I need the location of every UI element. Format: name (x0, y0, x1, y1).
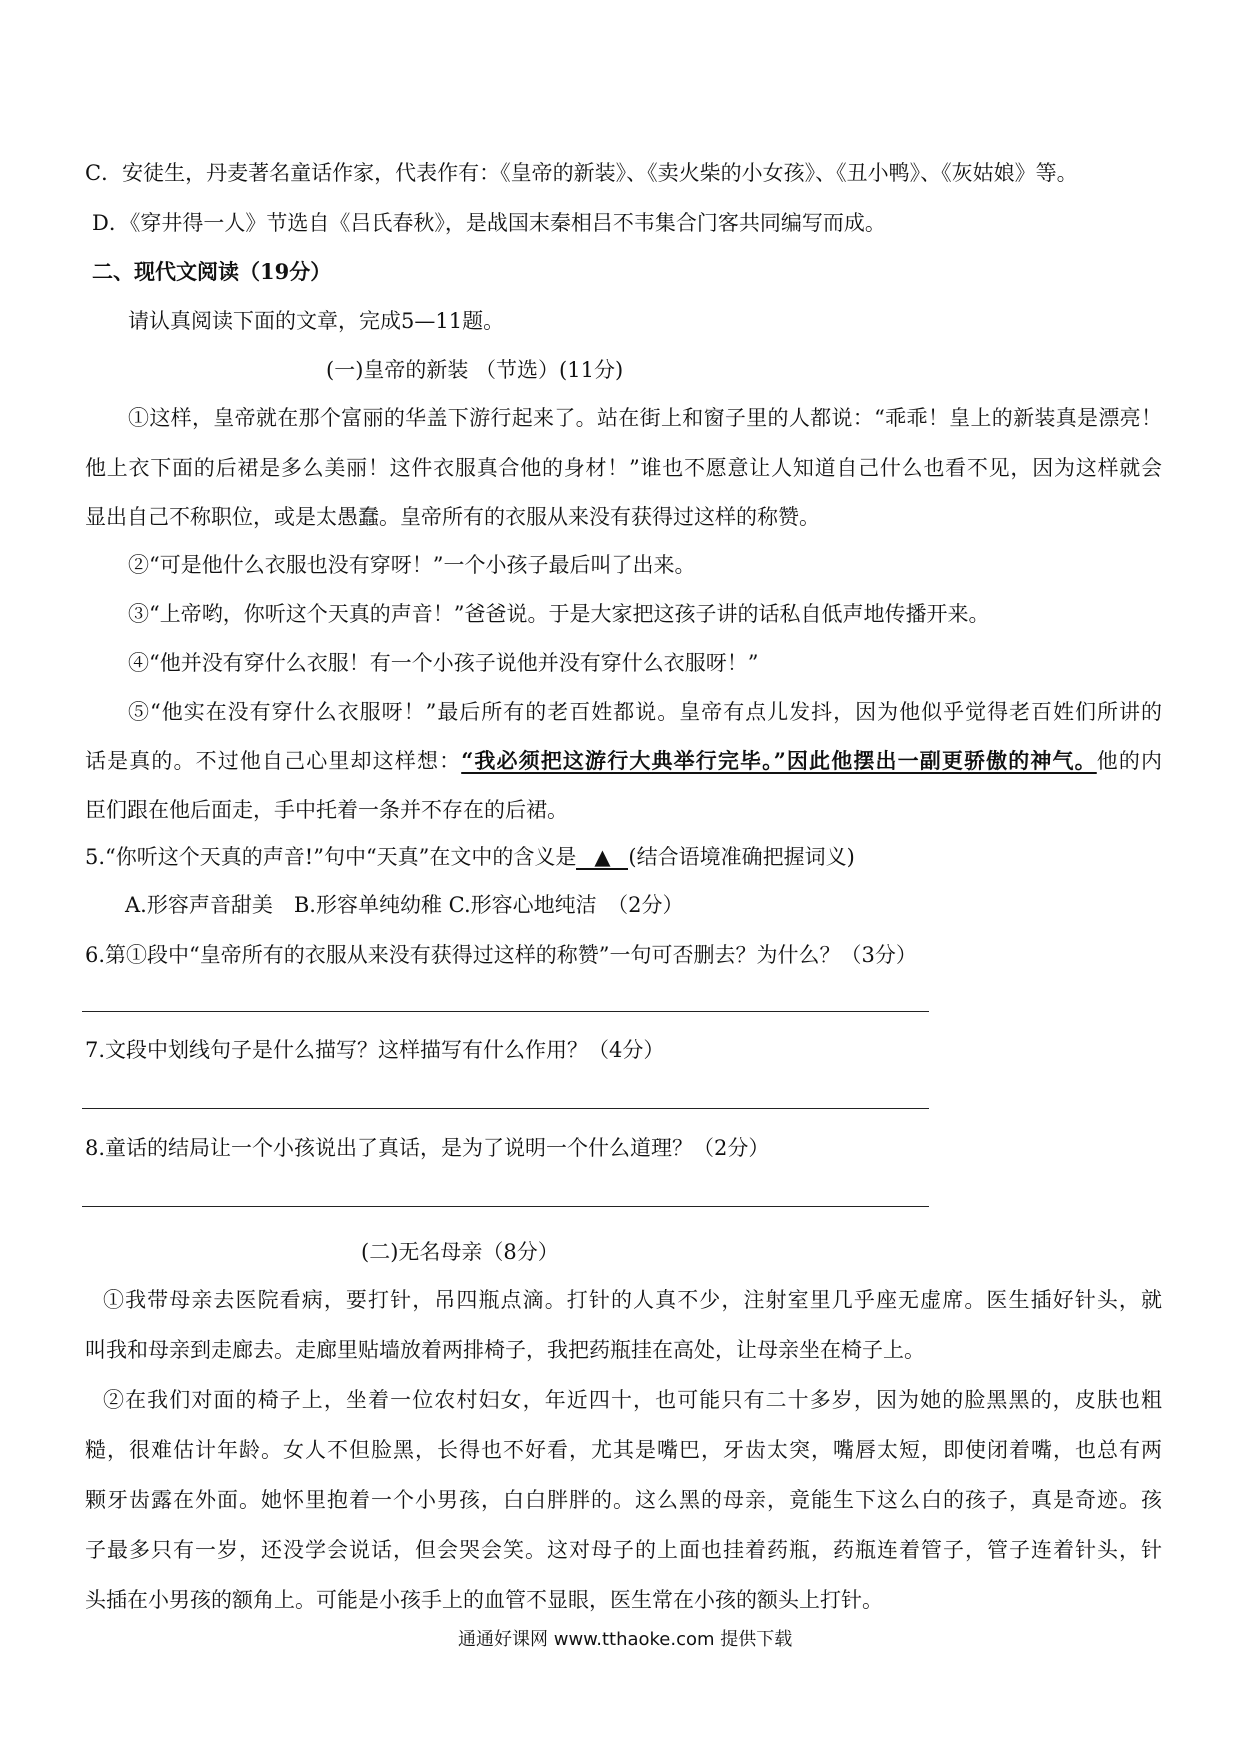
m-line6: 子最多只有一岁，还没学会说话，但会哭会笑。这对母子的上面也挂着药瓶，药瓶连着管子，管子连着针头，针 (85, 1538, 1162, 1562)
m-line4: 糙，很难估计年龄。女人不但脸黑，长得也不好看，尤其是嘴巴，牙齿太突，嘴唇太短，即使闭着嘴，也总有两 (85, 1438, 1162, 1462)
answer-line-q7[interactable] (82, 1108, 929, 1109)
p5-line1: ⑤“他实在没有穿什么衣服呀！”最后所有的老百姓都说。皇帝有点儿发抖，因为他似乎觉得老百姓们所讲的 (128, 700, 1162, 724)
p1-line2: 他上衣下面的后裙是多么美丽！这件衣服真合他的身材！”谁也不愿意让人知道自己什么也看不见，因为这样就会 (85, 456, 1162, 480)
passage1-title: (一)皇帝的新装 （节选）(11分) (326, 358, 624, 382)
p4: ④“他并没有穿什么衣服！有一个小孩子说他并没有穿什么衣服呀！” (128, 651, 759, 675)
question-7: 7.文段中划线句子是什么描写？这样描写有什么作用？（4分） (85, 1038, 665, 1062)
p5-text: 话是真的。不过他自己心里却这样想： (85, 749, 462, 773)
m-line2: 叫我和母亲到走廊去。走廊里贴墙放着两排椅子，我把药瓶挂在高处，让母亲坐在椅子上。 (85, 1338, 925, 1362)
p3: ③“上帝哟，你听这个天真的声音！”爸爸说。于是大家把这孩子讲的话私自低声地传播开来。 (128, 602, 990, 626)
option-d: D．《穿井得一人》节选自《吕氏春秋》，是战国末秦相吕不韦集合门客共同编写而成。 (92, 211, 886, 235)
question-6: 6.第①段中“皇帝所有的衣服从来没有获得过这样的称赞”一句可否删去？为什么？（3分） (85, 943, 917, 967)
passage2-title: (二)无名母亲（8分） (361, 1240, 559, 1264)
underlined-sentence: “我必须把这游行大典举行完毕。”因此他摆出一副更骄傲的神气。 (461, 748, 1097, 773)
q5-text: 5.“你听这个天真的声音!”句中“天真”在文中的含义是 (85, 845, 577, 869)
option-c: C．安徒生，丹麦著名童话作家，代表作有：《皇帝的新装》、《卖火柴的小女孩》、《丑小鸭》、《灰姑娘》等。 (85, 161, 1078, 185)
m-line1: ①我带母亲去医院看病，要打针，吊四瓶点滴。打针的人真不少，注射室里几乎座无虚席。医生插好针头，就 (103, 1288, 1162, 1312)
answer-blank-triangle[interactable]: ▲ (576, 846, 628, 870)
answer-line-q8[interactable] (82, 1206, 929, 1207)
m-line5: 颗牙齿露在外面。她怀里抱着一个小男孩，白白胖胖的。这么黑的母亲，竟能生下这么白的孩子，真是奇迹。孩 (85, 1488, 1162, 1512)
footer-watermark: 通通好课网 www.tthaoke.com 提供下载 (458, 1629, 793, 1650)
p5-line2 (85, 748, 1162, 774)
m-line7: 头插在小男孩的额角上。可能是小孩手上的血管不显眼，医生常在小孩的额头上打针。 (85, 1588, 883, 1612)
answer-line-q6[interactable] (82, 1011, 929, 1012)
p2: ②“可是他什么衣服也没有穿呀！”一个小孩子最后叫了出来。 (128, 553, 696, 577)
section-header: 二、现代文阅读（19分） (92, 259, 332, 284)
instruction: 请认真阅读下面的文章，完成5—11题。 (128, 309, 505, 333)
q5-options: A.形容声音甜美 B.形容单纯幼稚 C.形容心地纯洁 （2分） (125, 893, 684, 917)
p1-line3: 显出自己不称职位，或是太愚蠢。皇帝所有的衣服从来没有获得过这样的称赞。 (85, 505, 820, 529)
p5-line3: 臣们跟在他后面走，手中托着一条并不存在的后裙。 (85, 798, 568, 822)
q5-hint: (结合语境准确把握词义) (628, 845, 855, 869)
p1-line1: ①这样，皇帝就在那个富丽的华盖下游行起来了。站在街上和窗子里的人都说：“乖乖！皇上的新装真是漂亮！ (128, 406, 1162, 430)
m-line3: ②在我们对面的椅子上，坐着一位农村妇女，年近四十，也可能只有二十多岁，因为她的脸黑黑的，皮肤也粗 (103, 1388, 1162, 1412)
question-8: 8.童话的结局让一个小孩说出了真话，是为了说明一个什么道理？（2分） (85, 1136, 770, 1160)
question-5 (85, 844, 855, 870)
p5-text-end: 他的内 (1096, 749, 1162, 773)
